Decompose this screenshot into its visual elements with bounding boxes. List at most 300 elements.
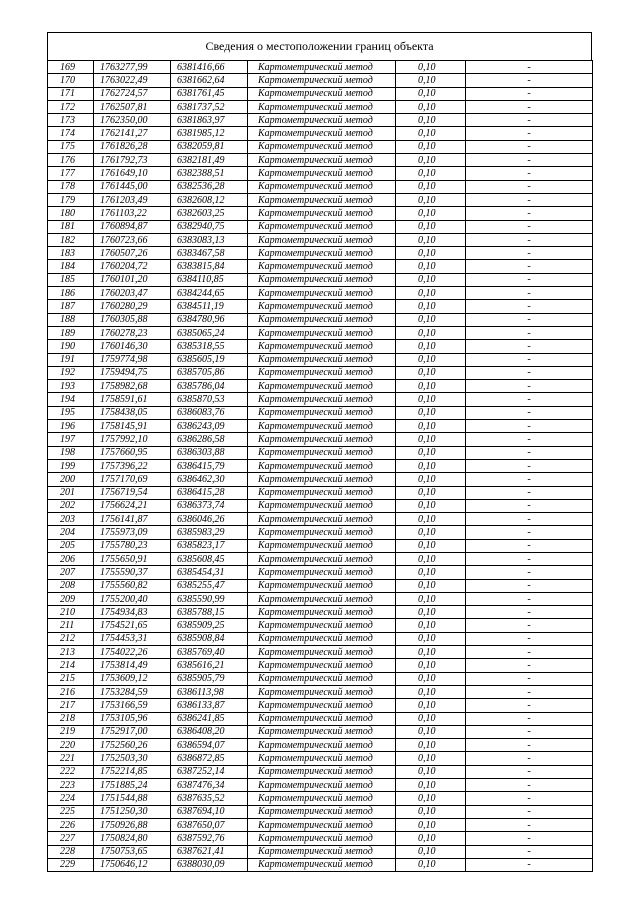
accuracy-cell: 0,10 xyxy=(396,260,466,273)
description-cell: - xyxy=(466,646,593,659)
table-row xyxy=(48,552,593,565)
description-cell: - xyxy=(466,74,593,87)
point-number-cell: 211 xyxy=(48,619,94,632)
point-number-cell: 220 xyxy=(48,739,94,752)
point-number-cell: 200 xyxy=(48,473,94,486)
coord-x-cell: 1753105,96 xyxy=(94,712,171,725)
point-number-cell: 185 xyxy=(48,273,94,286)
coord-x-cell: 1761649,10 xyxy=(94,167,171,180)
description-cell: - xyxy=(466,433,593,446)
description-cell: - xyxy=(466,167,593,180)
point-number-cell: 196 xyxy=(48,420,94,433)
point-number-cell: 202 xyxy=(48,499,94,512)
coord-x-cell: 1751250,30 xyxy=(94,805,171,818)
accuracy-cell: 0,10 xyxy=(396,725,466,738)
table-row xyxy=(48,180,593,193)
method-cell: Картометрический метод xyxy=(248,127,396,140)
description-cell: - xyxy=(466,579,593,592)
coord-y-cell: 6384780,96 xyxy=(171,313,248,326)
coord-y-cell: 6382608,12 xyxy=(171,193,248,206)
coord-y-cell: 6387621,41 xyxy=(171,845,248,858)
point-number-cell: 179 xyxy=(48,193,94,206)
description-cell: - xyxy=(466,805,593,818)
point-number-cell: 215 xyxy=(48,672,94,685)
coord-x-cell: 1760305,88 xyxy=(94,313,171,326)
method-cell: Картометрический метод xyxy=(248,366,396,379)
coord-y-cell: 6381761,45 xyxy=(171,87,248,100)
table-row xyxy=(48,87,593,100)
point-number-cell: 180 xyxy=(48,207,94,220)
coord-y-cell: 6385608,45 xyxy=(171,552,248,565)
method-cell: Картометрический метод xyxy=(248,340,396,353)
description-cell: - xyxy=(466,446,593,459)
table-row xyxy=(48,579,593,592)
table-row xyxy=(48,619,593,632)
coord-x-cell: 1754453,31 xyxy=(94,632,171,645)
table-row xyxy=(48,353,593,366)
description-cell: - xyxy=(466,393,593,406)
accuracy-cell: 0,10 xyxy=(396,154,466,167)
coord-y-cell: 6385705,86 xyxy=(171,366,248,379)
point-number-cell: 178 xyxy=(48,180,94,193)
coord-y-cell: 6382940,75 xyxy=(171,220,248,233)
table-row xyxy=(48,739,593,752)
coord-x-cell: 1762724,57 xyxy=(94,87,171,100)
document-sheet xyxy=(47,32,592,872)
coord-y-cell: 6381737,52 xyxy=(171,100,248,113)
accuracy-cell: 0,10 xyxy=(396,619,466,632)
accuracy-cell: 0,10 xyxy=(396,552,466,565)
description-cell: - xyxy=(466,313,593,326)
table-row xyxy=(48,326,593,339)
accuracy-cell: 0,10 xyxy=(396,326,466,339)
method-cell: Картометрический метод xyxy=(248,393,396,406)
coord-x-cell: 1755560,82 xyxy=(94,579,171,592)
table-row xyxy=(48,513,593,526)
table-row xyxy=(48,499,593,512)
point-number-cell: 172 xyxy=(48,100,94,113)
description-cell: - xyxy=(466,366,593,379)
point-number-cell: 212 xyxy=(48,632,94,645)
table-title-text: Сведения о местоположении границ объекта xyxy=(205,39,434,53)
coord-x-cell: 1754521,65 xyxy=(94,619,171,632)
description-cell: - xyxy=(466,552,593,565)
method-cell: Картометрический метод xyxy=(248,805,396,818)
point-number-cell: 171 xyxy=(48,87,94,100)
description-cell: - xyxy=(466,193,593,206)
description-cell: - xyxy=(466,406,593,419)
method-cell: Картометрический метод xyxy=(248,260,396,273)
coord-y-cell: 6382388,51 xyxy=(171,167,248,180)
description-cell: - xyxy=(466,340,593,353)
point-number-cell: 169 xyxy=(48,61,94,74)
table-row xyxy=(48,779,593,792)
coord-x-cell: 1753284,59 xyxy=(94,685,171,698)
table-row xyxy=(48,140,593,153)
table-row xyxy=(48,207,593,220)
coord-y-cell: 6385454,31 xyxy=(171,566,248,579)
description-cell: - xyxy=(466,779,593,792)
table-row xyxy=(48,685,593,698)
method-cell: Картометрический метод xyxy=(248,167,396,180)
method-cell: Картометрический метод xyxy=(248,459,396,472)
accuracy-cell: 0,10 xyxy=(396,233,466,246)
point-number-cell: 205 xyxy=(48,539,94,552)
accuracy-cell: 0,10 xyxy=(396,114,466,127)
description-cell: - xyxy=(466,114,593,127)
table-row xyxy=(48,273,593,286)
table-row xyxy=(48,672,593,685)
description-cell: - xyxy=(466,539,593,552)
point-number-cell: 177 xyxy=(48,167,94,180)
point-number-cell: 213 xyxy=(48,646,94,659)
point-number-cell: 194 xyxy=(48,393,94,406)
accuracy-cell: 0,10 xyxy=(396,247,466,260)
coord-x-cell: 1760204,72 xyxy=(94,260,171,273)
coord-y-cell: 6388030,09 xyxy=(171,858,248,871)
accuracy-cell: 0,10 xyxy=(396,659,466,672)
point-number-cell: 182 xyxy=(48,233,94,246)
point-number-cell: 192 xyxy=(48,366,94,379)
accuracy-cell: 0,10 xyxy=(396,712,466,725)
method-cell: Картометрический метод xyxy=(248,486,396,499)
method-cell: Картометрический метод xyxy=(248,207,396,220)
point-number-cell: 208 xyxy=(48,579,94,592)
point-number-cell: 176 xyxy=(48,154,94,167)
coord-y-cell: 6386133,87 xyxy=(171,699,248,712)
accuracy-cell: 0,10 xyxy=(396,805,466,818)
description-cell: - xyxy=(466,459,593,472)
accuracy-cell: 0,10 xyxy=(396,61,466,74)
coord-y-cell: 6383815,84 xyxy=(171,260,248,273)
coord-y-cell: 6385905,79 xyxy=(171,672,248,685)
table-row xyxy=(48,606,593,619)
description-cell: - xyxy=(466,220,593,233)
coord-x-cell: 1752917,00 xyxy=(94,725,171,738)
table-row xyxy=(48,313,593,326)
coord-x-cell: 1753814,49 xyxy=(94,659,171,672)
accuracy-cell: 0,10 xyxy=(396,420,466,433)
accuracy-cell: 0,10 xyxy=(396,752,466,765)
description-cell: - xyxy=(466,473,593,486)
coord-x-cell: 1750646,12 xyxy=(94,858,171,871)
accuracy-cell: 0,10 xyxy=(396,499,466,512)
method-cell: Картометрический метод xyxy=(248,765,396,778)
coord-x-cell: 1761445,00 xyxy=(94,180,171,193)
description-cell: - xyxy=(466,207,593,220)
accuracy-cell: 0,10 xyxy=(396,739,466,752)
coord-y-cell: 6381416,66 xyxy=(171,61,248,74)
method-cell: Картометрический метод xyxy=(248,818,396,831)
accuracy-cell: 0,10 xyxy=(396,606,466,619)
coord-x-cell: 1751544,88 xyxy=(94,792,171,805)
point-number-cell: 216 xyxy=(48,685,94,698)
table-row xyxy=(48,61,593,74)
point-number-cell: 186 xyxy=(48,287,94,300)
coord-x-cell: 1750824,80 xyxy=(94,832,171,845)
description-cell: - xyxy=(466,513,593,526)
coord-y-cell: 6385590,99 xyxy=(171,592,248,605)
point-number-cell: 228 xyxy=(48,845,94,858)
accuracy-cell: 0,10 xyxy=(396,273,466,286)
point-number-cell: 222 xyxy=(48,765,94,778)
table-row xyxy=(48,845,593,858)
point-number-cell: 189 xyxy=(48,326,94,339)
description-cell: - xyxy=(466,566,593,579)
coord-y-cell: 6382181,49 xyxy=(171,154,248,167)
coord-y-cell: 6381985,12 xyxy=(171,127,248,140)
coord-y-cell: 6381863,97 xyxy=(171,114,248,127)
coord-x-cell: 1762350,00 xyxy=(94,114,171,127)
description-cell: - xyxy=(466,526,593,539)
accuracy-cell: 0,10 xyxy=(396,74,466,87)
coord-y-cell: 6387476,34 xyxy=(171,779,248,792)
method-cell: Картометрический метод xyxy=(248,287,396,300)
description-cell: - xyxy=(466,832,593,845)
coord-y-cell: 6383467,58 xyxy=(171,247,248,260)
coord-y-cell: 6381662,64 xyxy=(171,74,248,87)
coord-x-cell: 1750753,65 xyxy=(94,845,171,858)
point-number-cell: 190 xyxy=(48,340,94,353)
coord-x-cell: 1757170,69 xyxy=(94,473,171,486)
coord-y-cell: 6386243,09 xyxy=(171,420,248,433)
coord-y-cell: 6385870,53 xyxy=(171,393,248,406)
table-row xyxy=(48,725,593,738)
method-cell: Картометрический метод xyxy=(248,779,396,792)
coord-y-cell: 6386415,28 xyxy=(171,486,248,499)
method-cell: Картометрический метод xyxy=(248,725,396,738)
point-number-cell: 174 xyxy=(48,127,94,140)
method-cell: Картометрический метод xyxy=(248,313,396,326)
coord-y-cell: 6386373,74 xyxy=(171,499,248,512)
point-number-cell: 219 xyxy=(48,725,94,738)
coord-y-cell: 6385983,29 xyxy=(171,526,248,539)
point-number-cell: 206 xyxy=(48,552,94,565)
coord-x-cell: 1750926,88 xyxy=(94,818,171,831)
method-cell: Картометрический метод xyxy=(248,566,396,579)
description-cell: - xyxy=(466,140,593,153)
method-cell: Картометрический метод xyxy=(248,845,396,858)
description-cell: - xyxy=(466,260,593,273)
coord-y-cell: 6384511,19 xyxy=(171,300,248,313)
table-row xyxy=(48,818,593,831)
table-row xyxy=(48,592,593,605)
accuracy-cell: 0,10 xyxy=(396,393,466,406)
accuracy-cell: 0,10 xyxy=(396,313,466,326)
accuracy-cell: 0,10 xyxy=(396,406,466,419)
method-cell: Картометрический метод xyxy=(248,273,396,286)
point-number-cell: 193 xyxy=(48,380,94,393)
point-number-cell: 181 xyxy=(48,220,94,233)
method-cell: Картометрический метод xyxy=(248,473,396,486)
accuracy-cell: 0,10 xyxy=(396,180,466,193)
coord-y-cell: 6385255,47 xyxy=(171,579,248,592)
point-number-cell: 221 xyxy=(48,752,94,765)
point-number-cell: 187 xyxy=(48,300,94,313)
coord-y-cell: 6385908,84 xyxy=(171,632,248,645)
table-row xyxy=(48,566,593,579)
accuracy-cell: 0,10 xyxy=(396,765,466,778)
coord-x-cell: 1761792,73 xyxy=(94,154,171,167)
description-cell: - xyxy=(466,486,593,499)
method-cell: Картометрический метод xyxy=(248,380,396,393)
method-cell: Картометрический метод xyxy=(248,446,396,459)
coord-y-cell: 6384110,85 xyxy=(171,273,248,286)
coord-x-cell: 1755590,37 xyxy=(94,566,171,579)
table-row xyxy=(48,366,593,379)
description-cell: - xyxy=(466,100,593,113)
method-cell: Картометрический метод xyxy=(248,832,396,845)
coord-y-cell: 6382603,25 xyxy=(171,207,248,220)
accuracy-cell: 0,10 xyxy=(396,858,466,871)
coord-x-cell: 1760723,66 xyxy=(94,233,171,246)
coord-y-cell: 6386594,07 xyxy=(171,739,248,752)
table-title xyxy=(47,32,592,61)
method-cell: Картометрический метод xyxy=(248,154,396,167)
coord-y-cell: 6383083,13 xyxy=(171,233,248,246)
point-number-cell: 175 xyxy=(48,140,94,153)
description-cell: - xyxy=(466,752,593,765)
point-number-cell: 214 xyxy=(48,659,94,672)
accuracy-cell: 0,10 xyxy=(396,140,466,153)
point-number-cell: 197 xyxy=(48,433,94,446)
coord-x-cell: 1753166,59 xyxy=(94,699,171,712)
coord-x-cell: 1755200,40 xyxy=(94,592,171,605)
coord-x-cell: 1758438,05 xyxy=(94,406,171,419)
coord-y-cell: 6385788,15 xyxy=(171,606,248,619)
description-cell: - xyxy=(466,792,593,805)
description-cell: - xyxy=(466,699,593,712)
table-row xyxy=(48,193,593,206)
table-row xyxy=(48,659,593,672)
table-row xyxy=(48,74,593,87)
coord-x-cell: 1755973,09 xyxy=(94,526,171,539)
coord-y-cell: 6387635,52 xyxy=(171,792,248,805)
accuracy-cell: 0,10 xyxy=(396,486,466,499)
coord-x-cell: 1760280,29 xyxy=(94,300,171,313)
method-cell: Картометрический метод xyxy=(248,114,396,127)
method-cell: Картометрический метод xyxy=(248,619,396,632)
table-row xyxy=(48,154,593,167)
accuracy-cell: 0,10 xyxy=(396,366,466,379)
table-row xyxy=(48,646,593,659)
coord-x-cell: 1760278,23 xyxy=(94,326,171,339)
coord-y-cell: 6387650,07 xyxy=(171,818,248,831)
accuracy-cell: 0,10 xyxy=(396,300,466,313)
table-row xyxy=(48,340,593,353)
description-cell: - xyxy=(466,712,593,725)
coord-y-cell: 6382059,81 xyxy=(171,140,248,153)
table-row xyxy=(48,220,593,233)
coord-x-cell: 1760101,20 xyxy=(94,273,171,286)
method-cell: Картометрический метод xyxy=(248,100,396,113)
coord-y-cell: 6382536,28 xyxy=(171,180,248,193)
method-cell: Картометрический метод xyxy=(248,513,396,526)
table-row xyxy=(48,420,593,433)
description-cell: - xyxy=(466,739,593,752)
accuracy-cell: 0,10 xyxy=(396,646,466,659)
table-row xyxy=(48,526,593,539)
table-row xyxy=(48,114,593,127)
point-number-cell: 209 xyxy=(48,592,94,605)
coord-x-cell: 1762507,81 xyxy=(94,100,171,113)
point-number-cell: 204 xyxy=(48,526,94,539)
description-cell: - xyxy=(466,154,593,167)
method-cell: Картометрический метод xyxy=(248,61,396,74)
table-row xyxy=(48,300,593,313)
table-row xyxy=(48,260,593,273)
accuracy-cell: 0,10 xyxy=(396,127,466,140)
method-cell: Картометрический метод xyxy=(248,712,396,725)
coord-x-cell: 1761203,49 xyxy=(94,193,171,206)
coord-x-cell: 1763277,99 xyxy=(94,61,171,74)
coord-x-cell: 1752214,85 xyxy=(94,765,171,778)
description-cell: - xyxy=(466,606,593,619)
point-number-cell: 210 xyxy=(48,606,94,619)
coord-x-cell: 1754934,83 xyxy=(94,606,171,619)
accuracy-cell: 0,10 xyxy=(396,380,466,393)
coord-x-cell: 1760507,26 xyxy=(94,247,171,260)
coord-y-cell: 6386462,30 xyxy=(171,473,248,486)
coord-x-cell: 1759494,75 xyxy=(94,366,171,379)
point-number-cell: 199 xyxy=(48,459,94,472)
coord-y-cell: 6385605,19 xyxy=(171,353,248,366)
description-cell: - xyxy=(466,765,593,778)
point-number-cell: 195 xyxy=(48,406,94,419)
coord-y-cell: 6386241,85 xyxy=(171,712,248,725)
coord-y-cell: 6386303,88 xyxy=(171,446,248,459)
method-cell: Картометрический метод xyxy=(248,685,396,698)
coordinates-table xyxy=(47,60,593,872)
point-number-cell: 188 xyxy=(48,313,94,326)
accuracy-cell: 0,10 xyxy=(396,340,466,353)
accuracy-cell: 0,10 xyxy=(396,579,466,592)
coord-y-cell: 6385823,17 xyxy=(171,539,248,552)
point-number-cell: 218 xyxy=(48,712,94,725)
description-cell: - xyxy=(466,632,593,645)
table-row xyxy=(48,805,593,818)
description-cell: - xyxy=(466,380,593,393)
accuracy-cell: 0,10 xyxy=(396,446,466,459)
point-number-cell: 223 xyxy=(48,779,94,792)
method-cell: Картометрический метод xyxy=(248,420,396,433)
coord-x-cell: 1763022,49 xyxy=(94,74,171,87)
table-row xyxy=(48,233,593,246)
method-cell: Картометрический метод xyxy=(248,739,396,752)
coord-x-cell: 1757992,10 xyxy=(94,433,171,446)
table-row xyxy=(48,380,593,393)
coord-y-cell: 6387252,14 xyxy=(171,765,248,778)
point-number-cell: 201 xyxy=(48,486,94,499)
method-cell: Картометрический метод xyxy=(248,552,396,565)
accuracy-cell: 0,10 xyxy=(396,87,466,100)
coord-x-cell: 1753609,12 xyxy=(94,672,171,685)
method-cell: Картометрический метод xyxy=(248,632,396,645)
method-cell: Картометрический метод xyxy=(248,526,396,539)
point-number-cell: 227 xyxy=(48,832,94,845)
method-cell: Картометрический метод xyxy=(248,87,396,100)
coord-y-cell: 6387592,76 xyxy=(171,832,248,845)
table-row xyxy=(48,167,593,180)
table-row xyxy=(48,100,593,113)
table-row xyxy=(48,459,593,472)
method-cell: Картометрический метод xyxy=(248,180,396,193)
accuracy-cell: 0,10 xyxy=(396,699,466,712)
description-cell: - xyxy=(466,818,593,831)
method-cell: Картометрический метод xyxy=(248,752,396,765)
coord-x-cell: 1760203,47 xyxy=(94,287,171,300)
table-row xyxy=(48,406,593,419)
